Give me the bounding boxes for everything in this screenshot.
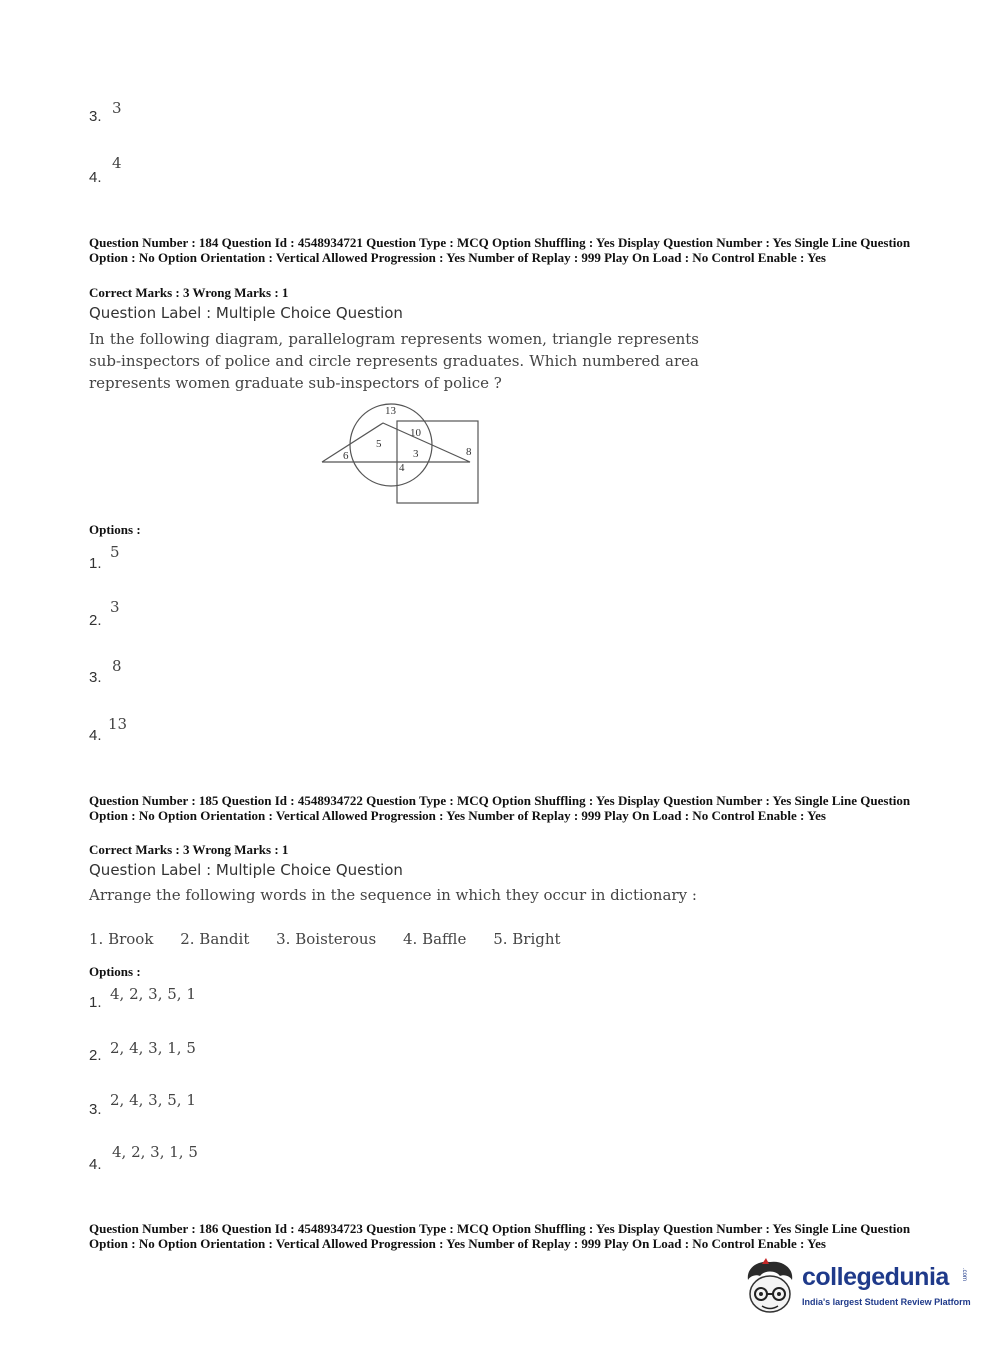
q185-meta: Question Number : 185 Question Id : 4548934722 Question Type : MCQ Option Shuffling : Yes Display Question Number : Yes Single Line Question Option : No Option Orientation : Vertical Allowed Progression : Yes Number of Replay : 999 Play On Load : No Control Enable : Yes <box>89 793 911 823</box>
q185-word-list <box>89 928 699 950</box>
q186-meta: Question Number : 186 Question Id : 4548934723 Question Type : MCQ Option Shuffling : Yes Display Question Number : Yes Single Line Question Option : No Option Orientation : Vertical Allowed Progression : Yes Number of Replay : 999 Play On Load : No Control Enable : Yes <box>89 1221 911 1251</box>
q184-option-2-number: 2. <box>89 612 102 629</box>
q184-marks: Correct Marks : 3 Wrong Marks : 1 <box>89 285 289 300</box>
logo-wordmark: collegedunia <box>802 1263 949 1291</box>
q184-option-3-value[interactable]: 8 <box>112 657 122 675</box>
diagram-label-3: 3 <box>413 448 419 460</box>
q184-option-3-number: 3. <box>89 669 102 686</box>
q184-option-4-value[interactable]: 13 <box>108 715 128 733</box>
q185-option-1-number: 1. <box>89 994 102 1011</box>
logo-suffix: .com <box>961 1268 967 1282</box>
q185-option-4-number: 4. <box>89 1156 102 1173</box>
q185-option-2-number: 2. <box>89 1047 102 1064</box>
diagram-label-8: 8 <box>466 446 472 458</box>
q185-question-text: Arrange the following words in the sequence in which they occur in dictionary : <box>89 886 697 904</box>
diagram-label-4: 4 <box>399 462 405 474</box>
q184-option-4-number: 4. <box>89 727 102 744</box>
mascot-icon <box>742 1258 800 1318</box>
diagram-label-13: 13 <box>385 405 396 417</box>
q185-question-label: Question Label : Multiple Choice Question <box>89 861 403 879</box>
logo-tagline: India's largest Student Review Platform <box>802 1297 971 1307</box>
prev-option-4-value: 4 <box>112 154 122 172</box>
q185-option-4-value[interactable]: 4, 2, 3, 1, 5 <box>112 1143 198 1161</box>
q185-option-3-number: 3. <box>89 1101 102 1118</box>
q184-option-1-number: 1. <box>89 555 102 572</box>
q184-question-text: In the following diagram, parallelogram represents women, triangle represents sub-inspectors of police and circle represents graduates. Which numbered area represents women graduate sub-inspectors of police ? <box>89 330 699 392</box>
diagram-label-5: 5 <box>376 438 382 450</box>
q185-word-3: 3. Boisterous <box>276 930 377 948</box>
q185-word-4: 4. Baffle <box>403 930 467 948</box>
q185-word-1: 1. Brook <box>89 930 154 948</box>
q185-option-3-value[interactable]: 2, 4, 3, 5, 1 <box>110 1091 196 1109</box>
q184-meta: Question Number : 184 Question Id : 4548934721 Question Type : MCQ Option Shuffling : Yes Display Question Number : Yes Single Line Question Option : No Option Orientation : Vertical Allowed Progression : Yes Number of Replay : 999 Play On Load : No Control Enable : Yes <box>89 235 911 265</box>
q184-option-1-value[interactable]: 5 <box>110 543 120 561</box>
prev-option-4-number: 4. <box>89 169 102 186</box>
q184-options-label: Options : <box>89 522 141 537</box>
q184-option-2-value[interactable]: 3 <box>110 598 120 616</box>
q185-marks: Correct Marks : 3 Wrong Marks : 1 <box>89 842 289 857</box>
prev-option-3-value: 3 <box>112 99 122 117</box>
q184-question-label: Question Label : Multiple Choice Question <box>89 304 403 322</box>
q185-option-1-value[interactable]: 4, 2, 3, 5, 1 <box>110 985 196 1003</box>
diagram-label-6: 6 <box>343 450 349 462</box>
q185-option-2-value[interactable]: 2, 4, 3, 1, 5 <box>110 1039 196 1057</box>
q184-venn-diagram <box>320 395 485 507</box>
q185-word-5: 5. Bright <box>493 930 561 948</box>
q185-word-2: 2. Bandit <box>180 930 250 948</box>
q185-options-label: Options : <box>89 964 141 979</box>
collegedunia-logo <box>742 1258 972 1318</box>
prev-option-3-number: 3. <box>89 108 102 125</box>
diagram-label-10: 10 <box>410 427 421 439</box>
